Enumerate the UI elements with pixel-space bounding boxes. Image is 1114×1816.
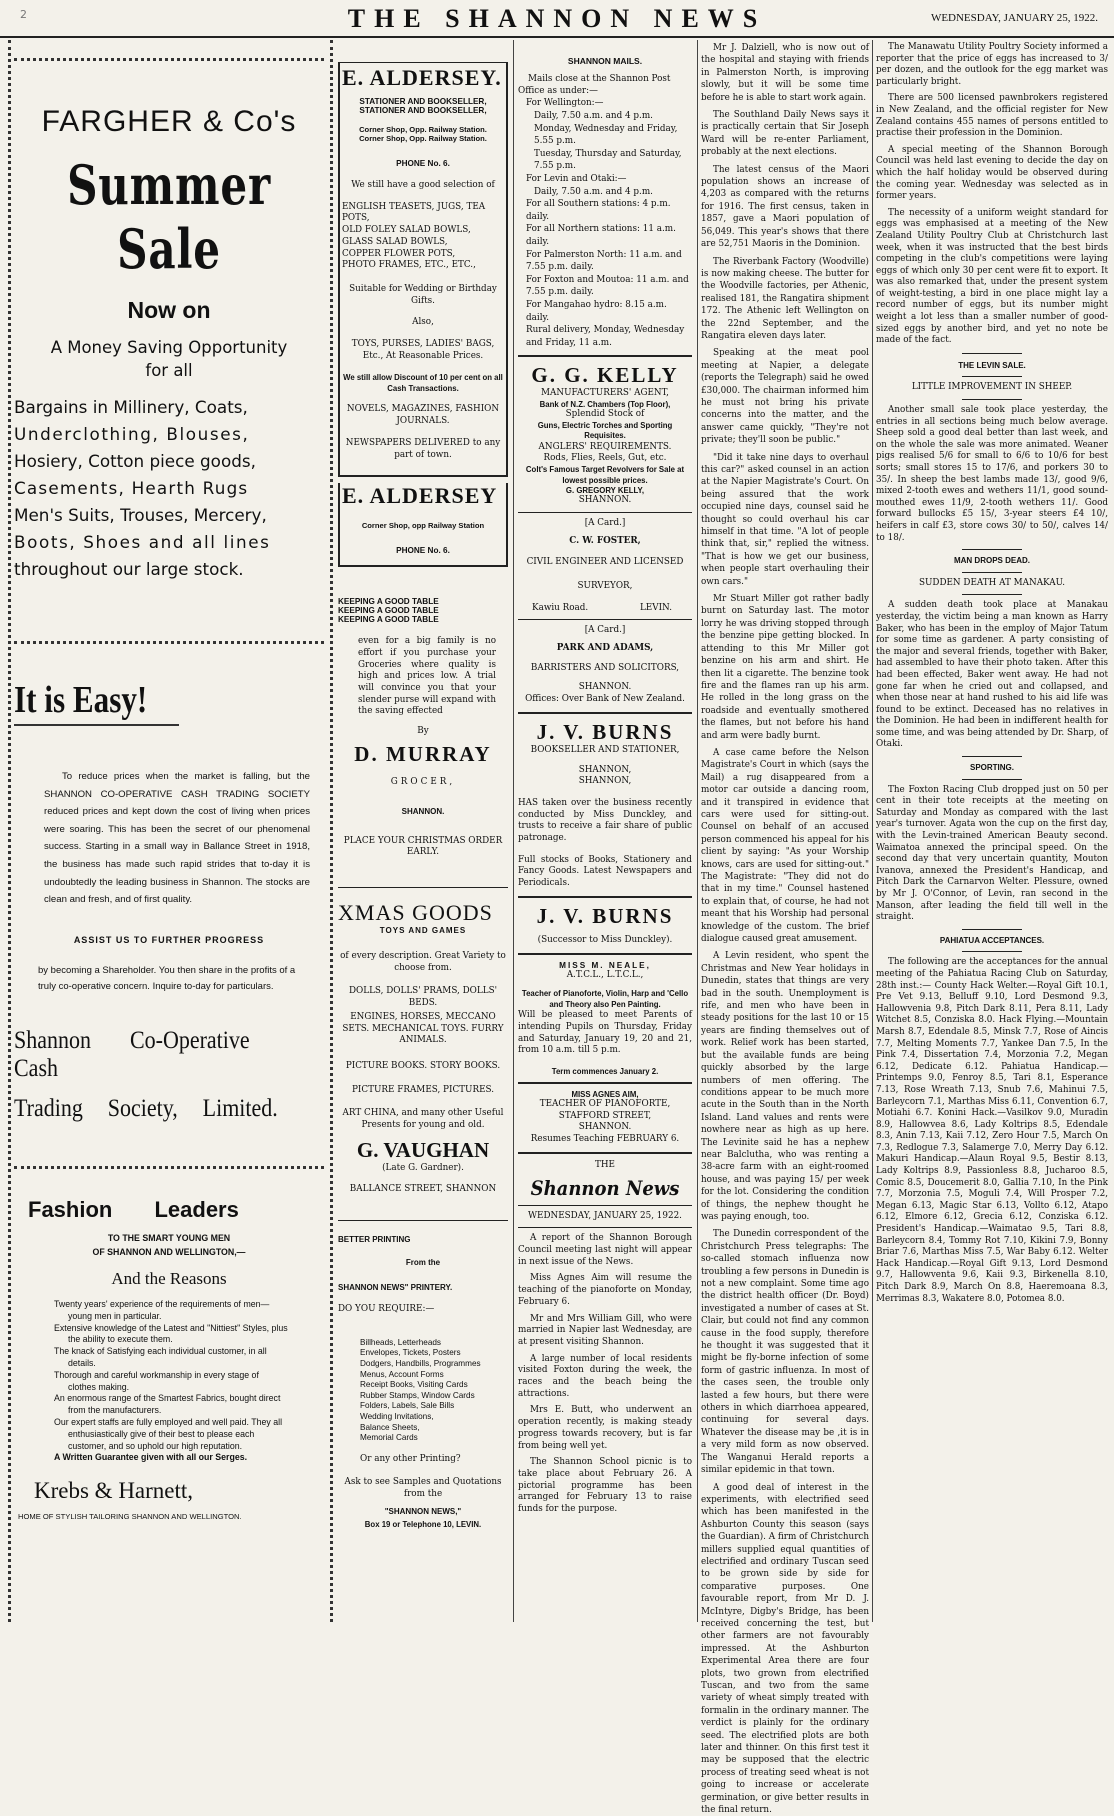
aldersey-item: GLASS SALAD BOWLS, [342,237,504,249]
krebs-reason: Thorough and careful workmanship in every stage of clothes making. [54,1370,288,1394]
kelly-town: SHANNON. [518,495,692,507]
news-paragraph: A good deal of interest in the experiments, with electrified seed which has been manifested in the Ashburton County this season (says the Guardian). A firm of Christchurch millers supplied equal quantities of electrified and ordinary Tuscan seed to be grown side by side for comparative purposes. One favourable report, from Mr D. J. McIntyre, Digby's Bridge, has been received concerning the test, but other farmers are not favourably impressed. At the Ashburton Experimental Area there are four plots, two grown from electrified Tuscan, and two from the same variety of wheat simply treated with formalin in the ordinary manner. The verdict is plainly for the ordinary seed. The electrified plots are both later and thinner. On this first test it may be supposed that the electric process of treating seed wheat is not going to increase or accelerate germination, or give better results in the final return. [701,1482,869,1816]
headline-underline [14,724,179,726]
mails-intro: Mails close at the Shannon Post Office as under:— [518,74,692,97]
foster-surveyor: SURVEYOR, [518,581,692,593]
aldersey-also: Also, [342,317,504,329]
ad-divider [518,355,692,357]
printing-box: Box 19 or Telephone 10, LEVIN. [338,1520,508,1529]
printing-from: From the [338,1258,508,1267]
coop-headline: It is Easy! [14,678,268,722]
drops-sub: SUDDEN DEATH AT MANAKAU. [876,578,1108,590]
ad-divider [518,896,692,898]
aldersey-item: COPPER FLOWER POTS, [342,249,504,261]
printing-item: Rubber Stamps, Window Cards [360,1391,508,1402]
column-rule [872,40,873,1622]
burns-town: SHANNON, [518,776,692,788]
pahiatua-title: PAHIATUA ACCEPTANCES. [876,935,1108,947]
news-paragraph: There are 500 licensed pawnbrokers registered in New Zealand, and the official register for New Zealand contains 455 names of persons entitled to practise their profession in the Dominion. [876,93,1108,139]
kelly-guns: Guns, Electric Torches and Sporting Requisites. [518,421,692,442]
news-paragraph: The Southland Daily News says it is practically certain that Sir Joseph Ward will be re-enter Parliament, probably at the next elections. [701,109,869,159]
coop-ad [14,678,324,1160]
printing-other: Or any other Printing? [360,1454,508,1466]
aim-name: MISS AGNES AIM, [518,1090,692,1099]
aldersey-suitable: Suitable for Wedding or Birthday Gifts. [342,284,504,307]
masthead [0,0,1114,38]
murray-grocer: GROCER, [338,777,508,789]
mails-line: Monday, Wednesday and Friday, 5.55 p.m. [518,123,692,148]
news-paragraph: Miss Agnes Aim will resume the teaching of the pianoforte on Monday, February 6. [518,1273,692,1308]
krebs-reason: The knack of Satisfying each individual customer, in all details. [54,1346,288,1370]
krebs-footer: HOME OF STYLISH TAILORING SHANNON AND WELLINGTON. [18,1512,324,1521]
murray-table: KEEPING A GOOD TABLE [338,597,508,606]
ad-divider [338,1220,508,1221]
mails-line: For Foxton and Moutoa: 11 a.m. and 7.55 p.m. daily. [518,274,692,299]
news-paragraph: Mrs E. Butt, who underwent an operation recently, is making steady progress towards recovery, but is far from being well yet. [518,1405,692,1452]
news-paragraph: A large number of local residents visited Foxton during the week, the races and the beach being the attractions. [518,1354,692,1401]
aldersey-phone: PHONE No. 6. [342,159,504,168]
column-2 [338,40,508,1622]
krebs-guarantee: A Written Guarantee given with all our Serges. [54,1452,288,1464]
mails-line: Tuesday, Thursday and Saturday, 7.55 p.m. [518,148,692,173]
mails-line: Daily, 7.50 a.m. and 4 p.m. [518,186,692,199]
coop-shareholder: by becoming a Shareholder. You then share in the profits of a truly co-operative concern. Inquire to-day for particulars. [38,963,310,995]
fargher-item: Men's Suits, Trouses, Mercery, [14,502,324,529]
news-paragraph: "Did it take nine days to overhaul this car?" asked counsel in an action at the Napier Magistrate's Court. On being assured that the work occupied nine days, counsel said he thought so could overhaul his car himself in that time. "A lot of people think that, sir," replied the witness. "That is how we get our business, when people start overhauling their own cars." [701,452,869,588]
section-rule [962,929,1022,930]
news-date: WEDNESDAY, JANUARY 25, 1922. [518,1211,692,1223]
coop-society-a: Shannon Co-Operative Cash [14,1027,287,1083]
mails-line: For all Southern stations: 4 p.m. daily. [518,198,692,223]
aim-ad [518,1090,692,1146]
burns-ad-2 [518,904,692,947]
burns-body: HAS taken over the business recently conducted by Miss Dunckley, and trusts to receive a fair share of public patronage. [518,798,692,845]
krebs-reason: Twenty years' experience of the requirements of men—young men in particular. [54,1299,288,1323]
neale-term: Term commences January 2. [518,1067,692,1076]
news-paragraph: A Levin resident, who spent the Christmas and New Year holidays in Dunedin, states that things are very bad in the south. Unemployment is rife, and men who have been in steady positions for the last 10 or 15 years are finding themselves out of work. Relief work has been started, but the available funds are being quickly absorbed by the large numbers of men offering. The conditions appear to be much more acute in the South than in the North Island. Land values and rents were nowhere near as high as up here. The Levinite said he has a nephew near Balclutha, who was renting a 38-acre farm with an eight-roomed house, and was paying 15/ per week for the lot. Considering the condition of things, the nephew thought he was paying enough, too. [701,950,869,1223]
vaughan-frames: PICTURE FRAMES, PICTURES. [338,1085,508,1097]
fargher-item: Bargains in Millinery, Coats, [14,394,324,421]
news-rule [518,1205,692,1206]
vaughan-name: G. VAUGHAN [338,1138,508,1163]
section-rule [962,951,1022,952]
fargher-item: Underclothing, Blouses, [14,421,324,448]
column-5 [876,40,1108,1622]
news-rule [518,1227,692,1228]
news-paragraph: The Riverbank Factory (Woodville) is now making cheese. The butter for the Woodville factories, per Athenic, realised 181, the Rangatira shipment 172. The Athenic left Wellington on the 22nd September, and the Rangatira eleven days later. [701,256,869,343]
fargher-items [14,394,324,583]
column-1 [14,40,324,1622]
levin-body: Another small sale took place yesterday, the entries in all sections being much below average. Sheep sold a good deal better than last week, and on the whole the sale was more animated. Weaner pigs realised 5/6 for small to 6/6 to 10/6 for best sorts; small stores 15 to 17/6, and porkers 30 to 35/. In sheep the best lambs made 13/, good 9/6, mixed 2-tooth ewes and wethers 11/1, good sound-mouthed ewes 11/9, 2-tooth wethers 11/. Good forward bullocks £5 15/, 3-year steers £4 10/, heifers in calf £3, store cows 30/ to 50/, calves 14/ to 18/. [876,405,1108,544]
news-paragraph: The latest census of the Maori population shows an increase of 4,203 as compared with the returns for 1916. The first census, taken in 1857, gave a Maori population of 56,049. This year's shows that there are 52,751 Maoris in the Dominion. [701,164,869,251]
aldersey-toys: TOYS, PURSES, LADIES' BAGS, Etc., At Reasonable Prices. [342,339,504,362]
printing-item: Menus, Account Forms [360,1370,508,1381]
news-the: THE [518,1160,692,1172]
page-number: 2 [20,8,27,21]
printing-shannon: SHANNON NEWS" PRINTERY. [338,1283,508,1292]
levin-sub: LITTLE IMPROVEMENT IN SHEEP. [876,382,1108,394]
printing-item: Wedding Invitations, [360,1412,508,1423]
foster-address [518,603,692,615]
murray-body: even for a big family is no effort if you purchase your Groceries where quality is high and prices low. A trial will convince you that your slender purse will expand with the saving effected [358,636,496,718]
aldersey-intro: We still have a good selection of [342,180,504,192]
sporting-body: The Foxton Racing Club dropped just on 50 per cent in their tote receipts at the meeting on Saturday and Monday as compared with the last year's turnover. Agata won the cup on the first day, with the Levin-trained American Beauty second. Waimatoa annexed the principal speed. On the second day that very uncertain quantity, Mouton Ivanova, annexed the President's Handicap, and Pitch Dark the Carnarvon Welter. Plessure, owned by Mr J. O'Connor, of Levin, ran second in the Manson, after leading the field till well in the straight. [876,785,1108,924]
krebs-reason: Our expert staffs are fully employed and well paid. They all enthusiastically give of their best to please each customer, and so uphold our high reputation. [54,1417,288,1452]
fargher-line1: A Money Saving Opportunity [14,338,324,357]
burns-town: SHANNON, [518,765,692,777]
krebs-headline [14,1197,324,1223]
newspaper-title: THE SHANNON NEWS [0,4,1114,34]
foster-road: Kawiu Road. [532,603,588,615]
section-rule [962,779,1022,780]
ad-divider [338,887,508,888]
neale-quals: A.T.C.L., L.T.C.L., [518,970,692,982]
fargher-name: FARGHER & Co's [14,105,324,139]
aim-title: TEACHER OF PIANOFORTE, [518,1099,692,1111]
aldersey-line: STATIONER AND BOOKSELLER, [342,97,504,106]
pahiatua-body: The following are the acceptances for the annual meeting of the Pahiatua Racing Club on Saturday, 28th inst.:— County Hack Welter.—Royal Gift 10.1, Pre Vet 9.13, Belluff 9.10, Lord Desmond 9.3, Hallowvenia 9.8, Pitch Dark 8.11, Pera 8.11, Lady Witchet 8.5, Conziska 8.0. Hack Flying.—Mountain Marsh 8.7, Edendale 8.5, Minsk 7.7, Rose of Aincis 7.7, Melting Moments 7.7, Yankee Dan 7.5, In the Pink 7.4, Dissertation 7.4, Morzonia 7.2, Megan 6.12, Dedicate 6.12. Pahiatua Handicap.—Printemps 9.0, Fenroy 8.5, Tari 8.1, Esperance 7.13, Rose Wreath 7.13, Snub 7.6, Mahinui 7.5, Barleycorn 7.1, Marthas Miss 6.11, Convention 6.7, Motiahi 6.7. Konini Hack.—Vasilkov 9.0, Muradin 8.9, Hallowvea 8.6, Lady Koltrips 8.5, Edendale 8.3, Anin 7.13, Kaii 7.12, Zero Hour 7.5, March On 7.3, Redlogue 7.3, Salamerge 7.0, Merry Day 6.12. Makuri Handicap.—Alaun Royal 9.5, Bestir 8.13, Lady Koltrips 8.9, Passionless 8.8, Jucharoo 8.5, Comic 8.5, Doucemerit 8.0, Gallia 7.10, In the Pink 7.7, Morzonia 7.5, Moguli 7.4, Will Prosper 7.2, Megan 6.13, Magic Star 6.13, Vollto 6.12, Atapo 6.12, Elmore 6.12, Grecia 6.12, Conziska 6.12. President's Handicap.—Waimatao 9.5, Tari 8.8, Barleycorn 8.4, Tommy Rot 7.10, Kikini 7.9, Bonny Briar 7.6, Marthas Miss 7.5, War Baby 6.12. Welter Hack Handicap.—Royal Gift 9.13, Lord Desmond 9.7, Hallowventa 9.6, Kaii 9.3, Birkenella 8.10, Pitch Dark 8.9, March On 8.8, Haeremoana 8.3, Merrimas 8.3, Wakatere 8.0, Potomea 8.0. [876,957,1108,1305]
column-3 [518,40,692,1622]
krebs-name: Krebs & Harnett, [34,1478,324,1504]
fargher-headline: Summer Sale [48,153,290,281]
aldersey-items [342,202,504,272]
section-rule [962,756,1022,757]
coop-society-b: Trading Society, Limited. [14,1095,287,1123]
murray-name: D. MURRAY [338,742,508,767]
levin-title: THE LEVIN SALE. [876,360,1108,372]
printing-item: Balance Sheets, [360,1423,508,1434]
printing-item: Receipt Books, Visiting Cards [360,1380,508,1391]
column-rule [513,40,514,1622]
aldersey-ad-1 [338,62,508,477]
news-paragraph: A special meeting of the Shannon Borough Council was held last evening to decide the day on which the half holiday would be observed during the coming year. Wednesday was selected as in former years. [876,145,1108,203]
krebs-headline-2: Leaders [154,1197,238,1222]
aldersey-addr: Corner Shop, Opp. Railway Station. [342,134,504,143]
vaughan-sub: TOYS AND GAMES [338,926,508,935]
kelly-name: G. G. KELLY [518,363,692,388]
krebs-ad [14,1197,324,1521]
fargher-item: Boots, Shoes and all lines [14,529,324,556]
ad-border [14,58,324,61]
foster-name: C. W. FOSTER, [518,536,692,548]
mails-title: SHANNON MAILS. [518,56,692,66]
burns-title: BOOKSELLER AND STATIONER, [518,745,692,757]
news-paragraphs [518,1233,692,1515]
fargher-line2: for all [14,361,324,380]
kelly-anglers: ANGLERS' REQUIREMENTS. [518,442,692,454]
krebs-reason: An enormous range of the Smartest Fabrics, bought direct from the manufacturers. [54,1393,288,1417]
neale-body: Will be pleased to meet Parents of intending Pupils on Thursday, Friday and Saturday, January 19, 20 and 21, from 10 a.m. till 5 p.m. [518,1010,692,1057]
aldersey-item: OLD FOLEY SALAD BOWLS, [342,225,504,237]
aldersey-addr: Corner Shop, Opp. Railway Station. [342,125,504,134]
ad-divider [518,619,692,620]
section-rule [962,353,1022,354]
news-paragraph: Mr Stuart Miller got rather badly burnt on Saturday last. The motor lorry he was driving stopped through the benzine pipe getting blocked. In attending to this Mr Miller got benzine on his arm and shirt. He then lit a cigarette. The benzine took fire and the flames ran up his arm. He rolled in the long grass on the roadside and eventually smothered the flames, but not before his hand and arm were badly burnt. [701,593,869,742]
krebs-headline-1: Fashion [28,1197,112,1222]
neale-name: MISS M. NEALE, [518,961,692,970]
kelly-agent: MANUFACTURERS' AGENT, [518,388,692,400]
kelly-ad [518,363,692,507]
news-paragraph: A report of the Shannon Borough Council meeting last night will appear in next issue of the News. [518,1233,692,1268]
mails-line: Daily, 7.50 a.m. and 4 p.m. [518,110,692,123]
printing-item: Folders, Labels, Sale Bills [360,1401,508,1412]
ad-divider [518,953,692,955]
krebs-sub2: OF SHANNON AND WELLINGTON,— [14,1247,324,1257]
printing-items [360,1338,508,1444]
ad-border [14,641,324,644]
column-4 [701,40,869,1622]
coop-body: To reduce prices when the market is falling, but the SHANNON CO-OPERATIVE CASH TRADING SOCIETY reduced prices and kept down the cost of living when prices were soaring. This has been the secret of our phenomenal success. Starting in a small way in Ballance Street in 1918, the business has made such rapid strides that to-day it is undoubtedly the leading business in Shannon. The stocks are clean and fresh, and of first quality. [44,768,310,909]
aim-town: SHANNON. [518,1122,692,1134]
drops-body: A sudden death took place at Manakau yesterday, the victim being a man known as Harry Baker, who has been in the employ of Major Tatum for some time as gardener. A party consisting of the major and several friends, together with Baker, had assembled to have their photo taken. After this had been effected, Baker went away. He had not gone far when he cried out and collapsed, and when those near at hand rushed to his aid life was found to be extinct. Deceased has no relatives in the Dominion. He had been in indifferent health for some time, and was being attended by Dr. Sharp, of Otaki. [876,600,1108,751]
vaughan-dolls: DOLLS, DOLLS' PRAMS, DOLLS' BEDS. [338,986,508,1009]
park-name: PARK AND ADAMS, [518,643,692,655]
aldersey-newspapers: NEWSPAPERS DELIVERED to any part of town. [342,438,504,461]
park-card-label: [A Card.] [518,625,692,637]
mails-line: For all Northern stations: 11 a.m. daily. [518,223,692,248]
foster-title: CIVIL ENGINEER AND LICENSED [518,557,692,569]
sporting-title: SPORTING. [876,762,1108,774]
aldersey2-addr: Corner Shop, opp Railway Station [342,521,504,530]
foster-card [518,518,692,615]
news-title: Shannon News [527,1176,684,1200]
aldersey-discount: We still allow Discount of 10 per cent on all Cash Transactions. [342,372,504,394]
murray-town: SHANNON. [338,807,508,816]
ad-divider [518,1082,692,1084]
burns2-name: J. V. BURNS [518,904,692,929]
news-section [518,1160,692,1516]
drops-title: MAN DROPS DEAD. [876,555,1108,567]
burns-stocks: Full stocks of Books, Stationery and Fancy Goods. Latest Newspapers and Periodicals. [518,855,692,890]
aldersey-line: STATIONER AND BOOKSELLER, [342,106,504,115]
mails-line: For Palmerston North: 11 a.m. and 7.55 p.m. daily. [518,249,692,274]
news-paragraph: The Manawatu Utility Poultry Society informed a reporter that the price of eggs has increased to 3/ per dozen, and the outlook for the egg market was particularly bright. [876,42,1108,88]
ad-divider [518,712,692,714]
mails-line: For Levin and Otaki:— [518,173,692,186]
kelly-gregory: G. GREGORY KELLY, [518,486,692,495]
park-town: SHANNON. [518,682,692,694]
fargher-ad [14,105,324,635]
aldersey-item: PHOTO FRAMES, ETC., ETC., [342,260,504,272]
vaughan-books: PICTURE BOOKS. STORY BOOKS. [338,1061,508,1073]
neale-ad [518,961,692,1077]
murray-by: By [338,726,508,738]
section-rule [962,594,1022,595]
printing-item: Envelopes, Tickets, Posters [360,1348,508,1359]
foster-card-label: [A Card.] [518,518,692,530]
news-paragraph: The necessity of a uniform weight standard for eggs was emphasised at a meeting of the New Zealand Utility Poultry Club at Christchurch last week, when it was instructed that the best birds competing in the club's competitions were laying eggs of which only 30 per cent were fit to export. It was also remarked that, under the present system of weight-testing, a bird in one place might lay a record number of eggs, but its number might weight a lot less than a smaller number of good-sized eggs by another bird, and yet no note be made of the fact. [876,208,1108,347]
news-paragraph: Mr J. Dalziell, who is now out of the hospital and staying with friends in Palmerston North, is improving slowly, but it will be some time before he is able to start work again. [701,42,869,104]
kelly-bank: Bank of N.Z. Chambers (Top Floor), [518,400,692,409]
issue-date: WEDNESDAY, JANUARY 25, 1922. [931,12,1098,24]
fargher-item: Hosiery, Cotton piece goods, [14,448,324,475]
fargher-item: throughout our large stock. [14,556,324,583]
news-paragraph: Speaking at the meat pool meeting at Napier, a delegate (reports the Telegraph) said he owed £30,000. The chairman informed him he must not bring his private concerns into the matter, and the answer came quickly, "They're not private; they'll soon be public." [701,347,869,446]
burns-name: J. V. BURNS [518,720,692,745]
section-rule [962,376,1022,377]
printing-item: Memorial Cards [360,1433,508,1444]
burns2-successor: (Successor to Miss Dunckley). [518,935,692,947]
printing-item: Billheads, Letterheads [360,1338,508,1349]
news-paragraph: A case came before the Nelson Magistrate's Court in which (says the Mail) a rug disappeared from a motor car outside a dancing room, and it transpired in evidence that cars were used for sitting-out. Counsel on behalf of an accused person commenced his appeal for his client by saying: "As your Worship knows, cars are used for sitting-out." The Magistrate: "They did not do that in my time." Counsel hastened to explain that, of course, he had not meant that his Worship had personal knowledge of the custom. The brief dialogue caused great amusement. [701,747,869,946]
murray-table: KEEPING A GOOD TABLE [338,615,508,624]
burns-ad-1 [518,720,692,890]
mails-line: For Mangahao hydro: 8.15 a.m. daily. [518,299,692,324]
murray-ad [338,597,508,859]
kelly-splendid: Splendid Stock of [518,409,692,421]
murray-table: KEEPING A GOOD TABLE [338,606,508,615]
news-paragraph: The Dunedin correspondent of the Christchurch Press telegraphs: The so-called stomach influenza now troubling a few persons in Dunedin is not a new complaint. Some time ago the district health officer (Dr. Boyd) investigated a number of cases at St. Clair, but could not find any common cause in the food supply, therefore he thought it was suggested that it might be fly-borne infection of some form of gastric influenza. In most of the cases seen, the trouble only lasted a few hours, but there were others in which diarrhoea appeared, continuing for several days. Whatever the disease may be ,it is in a very mild form as now observed. The Wanganui Herald reports a similar epidemic in that town. [701,1228,869,1476]
news-paragraph: Mr and Mrs William Gill, who were married in Napier last Wednesday, are at present visiting Shannon. [518,1314,692,1349]
aldersey-ad-2 [338,483,508,567]
krebs-body [54,1299,288,1464]
krebs-reasons: And the Reasons [14,1269,324,1289]
left-border [8,40,11,1622]
column-rule [697,40,698,1622]
mails-notice [518,56,692,349]
printing-better: BETTER PRINTING [338,1235,508,1244]
kelly-colts: Colt's Famous Target Revolvers for Sale at lowest possible prices. [518,465,692,486]
murray-order: PLACE YOUR CHRISTMAS ORDER EARLY. [338,836,508,859]
neale-teacher: Teacher of Pianoforte, Violin, Harp and 'Cello and Theory also Pen Painting. [518,989,692,1010]
aldersey2-name: E. ALDERSEY [342,483,504,509]
printing-ask: Ask to see Samples and Quotations from the [338,1477,508,1500]
news-paragraph: The Shannon School picnic is to take place about February 26. A pictorial programme has been arranged for February 13 to raise funds for the purpose. [518,1457,692,1516]
vaughan-china: ART CHINA, and many other Useful Presents for young and old. [338,1108,508,1131]
fargher-sub: Now on [14,297,324,324]
vaughan-engines: ENGINES, HORSES, MECCANO SETS. MECHANICAL TOYS. FURRY ANIMALS. [338,1012,508,1047]
aim-resumes: Resumes Teaching FEBRUARY 6. [518,1134,692,1146]
foster-town: LEVIN. [640,603,672,615]
fargher-item: Casements, Hearth Rugs [14,475,324,502]
ad-divider [518,512,692,513]
coop-assist: ASSIST US TO FURTHER PROGRESS [14,935,324,945]
aldersey2-phone: PHONE No. 6. [342,546,504,555]
vaughan-headline: XMAS GOODS [338,900,508,926]
ad-divider [518,1152,692,1154]
mails-line: For Wellington:— [518,97,692,110]
aldersey-item: ENGLISH TEASETS, JUGS, TEA POTS, [342,202,504,225]
park-card [518,625,692,706]
printing-news: "SHANNON NEWS," [338,1507,508,1516]
mails-line: Rural delivery, Monday, Wednesday and Friday, 11 a.m. [518,324,692,349]
aldersey-novels: NOVELS, MAGAZINES, FASHION JOURNALS. [342,404,504,427]
section-rule [962,549,1022,550]
printing-item: Dodgers, Handbills, Programmes [360,1359,508,1370]
section-rule [962,399,1022,400]
krebs-sub1: TO THE SMART YOUNG MEN [14,1233,324,1243]
vaughan-ad [338,900,508,1196]
printing-require: DO YOU REQUIRE:— [338,1304,508,1316]
vaughan-variety: of every description. Great Variety to choose from. [338,951,508,974]
park-title: BARRISTERS AND SOLICITORS, [518,663,692,675]
section-rule [962,572,1022,573]
ad-border [14,1166,324,1169]
krebs-reason: Extensive knowledge of the Latest and "Nittiest" Styles, plus the ability to execute them. [54,1323,288,1347]
printing-ad [338,1235,508,1529]
vaughan-street: BALLANCE STREET, SHANNON [338,1184,508,1196]
kelly-rods: Rods, Flies, Reels, Gut, etc. [518,453,692,465]
park-offices: Offices: Over Bank of New Zealand. [518,694,692,706]
aldersey-name: E. ALDERSEY. [342,65,504,91]
vaughan-late: (Late G. Gardner). [338,1163,508,1175]
aim-street: STAFFORD STREET, [518,1111,692,1123]
mails-lines [518,97,692,349]
column-divider [330,40,333,1622]
